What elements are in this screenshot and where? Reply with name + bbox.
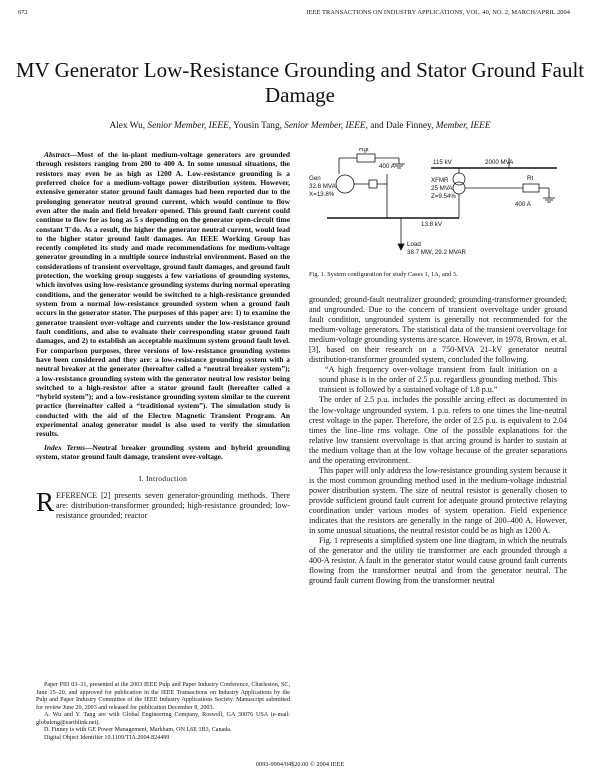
label-load: Load [407, 241, 421, 248]
label-gen-mva: 32.8 MVA [309, 183, 336, 190]
left-column [36, 150, 290, 521]
label-xfmr-mva: 25 MVA [431, 185, 453, 192]
author-affiliation: Member, IEEE [435, 121, 491, 131]
footnote: Digital Object Identifier 10.1109/TIA.2004.824499 [44, 734, 170, 741]
main-breaker-symbol [369, 180, 377, 188]
index-terms [36, 443, 290, 462]
label-load-rating: 38.7 MW, 29.2 MVAR [407, 249, 467, 256]
block-quote: “A high frequency over-voltage transient from fault initiation on a sound phase is in the order of 2.5 p.u. regardless grounding method. This transient is followed by a sustained voltage of 1.8 p.u.” [319, 365, 557, 395]
label-rt-current: 400 A [515, 201, 531, 208]
author-name: Alex Wu [109, 121, 143, 131]
footnote: D. Finney is with GE Power Management, Markham, ON L6E 1B3, Canada. [44, 727, 232, 733]
body-paragraph: This paper will only address the low-resistance grounding system because it is the most common grounding method used in the medium-voltage industrial power distribution system. The size of neutral resistor is generally chosen to provide sufficient ground fault current for adequate ground protective relaying coordination under various modes of system operation. Field experience indicates that the resistors are generally in the range of 200–400 A. However, in some unusual situations, the neutral resistor could be as high as 1200 A. [309, 465, 567, 536]
footnote: A. Wu and Y. Tang are with Global Engineering Company, Roswell, GA 30076 USA (e-mail: globaleng@earthlink.net). [36, 712, 290, 726]
one-line-diagram [309, 148, 567, 266]
index-terms-label: Index Terms [44, 442, 86, 452]
label-gen: Gen [309, 175, 321, 182]
intro-text: EFERENCE [2] presents seven generator-grounding methods. There are: distribution-transformer grounded; high-resistance grounded; low-resistance grounded; reactor [56, 491, 290, 521]
footnotes [36, 682, 290, 742]
label-rgt-current: 400 A [379, 163, 395, 170]
abstract-label: Abstract [44, 150, 70, 159]
body-paragraph: Fig. 1 represents a simplified system one line diagram, in which the neutrals of the generator and the utility tie transformer are each grounded through a 400-A resistor. A fault in the generator stator would cause ground fault currents flowing from the transformer neutral and from the generator neutral. The ground fault current flowing from the transformer neutral [309, 536, 567, 586]
footnote: Paper PID 03–31, presented at the 2003 IEEE Pulp and Paper Industry Conference, Charleston, SC, June 15–20, and approved for publication in the IEEE Transactions on Industry Applications by the Pulp and Paper Industry Committee of the IEEE Industry Applications Society. Manuscript submitted for review June 20, 2003 and released for publication December 8, 2003. [36, 682, 290, 711]
rgt-resistor-symbol [357, 154, 375, 162]
copyright-footer: 0093-9994/04$20.00 © 2004 IEEE [255, 761, 345, 768]
figure-caption: Fig. 1. System configuration for study Cases 1, 1A, and 3. [309, 271, 458, 278]
intro-paragraph [36, 487, 290, 521]
figure-1 [309, 148, 567, 266]
author-affiliation: Senior Member, IEEE [147, 121, 229, 131]
page-number: 672 [18, 9, 28, 16]
xfmr-winding-2 [453, 173, 465, 185]
label-utility: 2000 MVA [485, 159, 514, 166]
label-bus-115: 115 kV [433, 159, 452, 166]
label-rgt: Rgt [359, 148, 369, 153]
abstract-text: —Most of the in-plant medium-voltage generators are grounded through resistors ranging from 200 to 400 A. In some unusual situations, the resistors may even be as high as 1200 A. Low-resistance grounding is a preferred choice for a medium-voltage power distribution system. However, extensive generator stator ground fault damages had been reported due to the prolonging generator neutral ground current, which would continue to flow even after the main and field breaker opened. This ground fault current could continue to flow for as long as 5 s depending on the generator open-circuit time constant T′do. As a result, the higher the generator neutral current, would lead to the higher stator ground fault damages. An IEEE Working Group has recently completed its study and made recommendations for medium-voltage generator grounding in a multiple source industrial environment. Based on the considerations of transient overvoltage, ground fault damages, and ground fault protection, the working group suggests a few variations of grounding systems, which involves using low-resistance grounding systems during normal operating conditions, and the generator would be switched to a high-resistance grounded system from a normal low-resistance grounded system when a ground fault occurs in the generator stator. The purposes of this paper are: 1) to examine the generator transient over-voltage and currents under the low-resistance ground fault conditions, and also to evaluate their corresponding stator ground fault damages, and 2) to establish an acceptable maximum system ground fault level. For comparison purposes, three versions of low-resistance grounding systems have been considered and they are: a low-resistance grounding system with a neutral breaker at the generator (hereafter called a “neutral breaker system”); a low-resistance grounding system with the generator neutral low resistor being switched to a high-resistor after a stator ground fault (hereafter called a “hybrid system”); and a low-resistance grounding system similar to the current practice (hereinafter called a “traditional system”). The simulation study is conducted with the aid of the Electro Magnetic Transient Program. An experimental analog generator model is also used to verify the simulation results. [36, 150, 290, 439]
label-rt: Rt [527, 175, 534, 182]
label-gen-x: X=13.8% [309, 191, 335, 198]
author-name: Yousin Tang [233, 121, 280, 131]
rt-resistor-symbol [523, 184, 539, 192]
author-affiliation: Senior Member, IEEE [284, 121, 366, 131]
label-xfmr-z: Z=9.54% [431, 193, 456, 200]
drop-cap: R [36, 487, 55, 518]
paper-title: MV Generator Low-Resistance Grounding and Stator Ground Fault Damage [15, 58, 585, 107]
generator-symbol [336, 175, 354, 193]
load-arrow [398, 244, 404, 250]
index-terms-text: —Neutral breaker grounding system and hybrid grounding system, stator ground fault damage, transient over-voltage. [36, 442, 290, 461]
body-paragraph: The order of 2.5 p.u. includes the possible arcing effect as documented in the low-voltage ungrounded system. 1 p.u. refers to one times the line-neutral crest voltage in the paper. Therefore, the order of 2.5 p.u. is equivalent to 2.04 times the line–line rms voltage. One of the possible explanations for the relative low transient overvoltage is that arcing ground is harder to sustain at the medium voltage than at the low voltage because of the greater separations and the operating environment. [309, 395, 567, 465]
section-heading: I. Introduction [138, 474, 188, 484]
running-header: IEEE TRANSACTIONS ON INDUSTRY APPLICATIONS, VOL. 40, NO. 2, MARCH/APRIL 2004 [306, 9, 570, 16]
label-bus-13-8: 13.8 kV [421, 221, 442, 228]
body-paragraph: grounded; ground-fault neutralizer grounded; grounding-transformer grounded; and ungrounded. Due to the concern of transient overvoltage under ground fault condition, ungrounded system is generally not recommended for the medium-voltage generators. The statistical data of the transient overvoltage for medium-voltage grounding systems are scarce. However, in 1978, Brown, et al. [3], based on their research on a 750-MVA 21–kV generator neutral distribution-transformer grounded system, concluded the following. [309, 295, 567, 365]
author-line: Alex Wu, Senior Member, IEEE, Yousin Tang, Senior Member, IEEE, and Dale Finney, Member, IEEE [109, 121, 491, 131]
author-name: Dale Finney [386, 121, 432, 131]
right-column [309, 148, 567, 586]
label-xfmr: XFMR [431, 177, 449, 184]
abstract [36, 150, 290, 439]
